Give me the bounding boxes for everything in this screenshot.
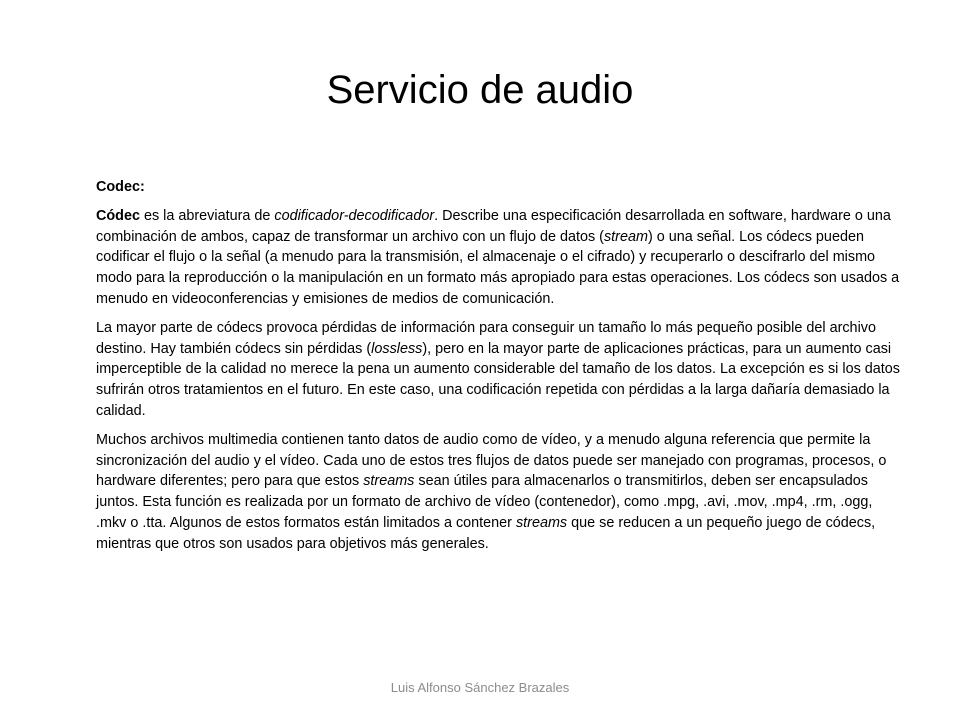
paragraph-containers: [96, 430, 900, 555]
italic-run: lossless: [371, 340, 423, 357]
text-run: . Describe una especificación desarrollada en software, hardware o una combinación de ambos, capaz de transformar un archivo con un flujo de datos (: [96, 207, 891, 245]
text-run: La mayor parte de códecs provoca pérdidas de información para conseguir un tamaño lo más pequeño posible del archivo destino. Hay también códecs sin pérdidas (: [96, 319, 876, 357]
paragraph-lossy-codecs: [96, 318, 900, 422]
italic-run: codificador-decodificador: [274, 207, 435, 224]
text-run: es la abreviatura de: [139, 207, 275, 224]
term-codec: Códec: [96, 207, 140, 224]
paragraph-codec-definition: [96, 206, 900, 310]
text-run: que se reducen a un pequeño juego de códecs, mientras que otros son usados para objetivos más generales.: [96, 514, 876, 552]
slide-body: [96, 177, 900, 563]
text-run: sean útiles para almacenarlos o transmitirlos, deben ser encapsulados juntos. Esta función es realizada por un formato de archivo de vídeo (contenedor), como .mpg, .avi, .mov, .mp4, .rm, .ogg, .mkv o .tta. Algunos de estos formatos están limitados a contener: [96, 473, 873, 531]
text-run: ) o una señal. Los códecs pueden codificar el flujo o la señal (a menudo para la transmisión, el almacenaje o el cifrado) y recuperarlo o descifrarlo del mismo modo para la reproducción o la manipulación en un formato más apropiado para estas operaciones. Los códecs son usados a menudo en videoconferencias y emisiones de medios de comunicación.: [96, 228, 900, 307]
text-run: Muchos archivos multimedia contienen tanto datos de audio como de vídeo, y a menudo alguna referencia que permite la sincronización del audio y el vídeo. Cada uno de estos tres flujos de datos puede ser manejado con programas, procesos, o hardware diferentes; pero para que estos: [96, 431, 887, 490]
section-heading: Codec:: [96, 179, 145, 195]
slide-title: Servicio de audio: [326, 68, 634, 112]
text-run: ), pero en la mayor parte de aplicaciones prácticas, para un aumento casi imperceptible de la calidad no merece la pena un aumento considerable del tamaño de los datos. La excepción es si los datos sufrirán otros tratamientos en el futuro. En este caso, una codificación repetida con pérdidas a la larga dañaría demasiado la calidad.: [96, 340, 900, 419]
italic-run: streams: [363, 473, 415, 490]
italic-run: streams: [515, 514, 568, 531]
slide-footer-author: Luis Alfonso Sánchez Brazales: [390, 680, 570, 695]
italic-run: stream: [603, 228, 648, 245]
